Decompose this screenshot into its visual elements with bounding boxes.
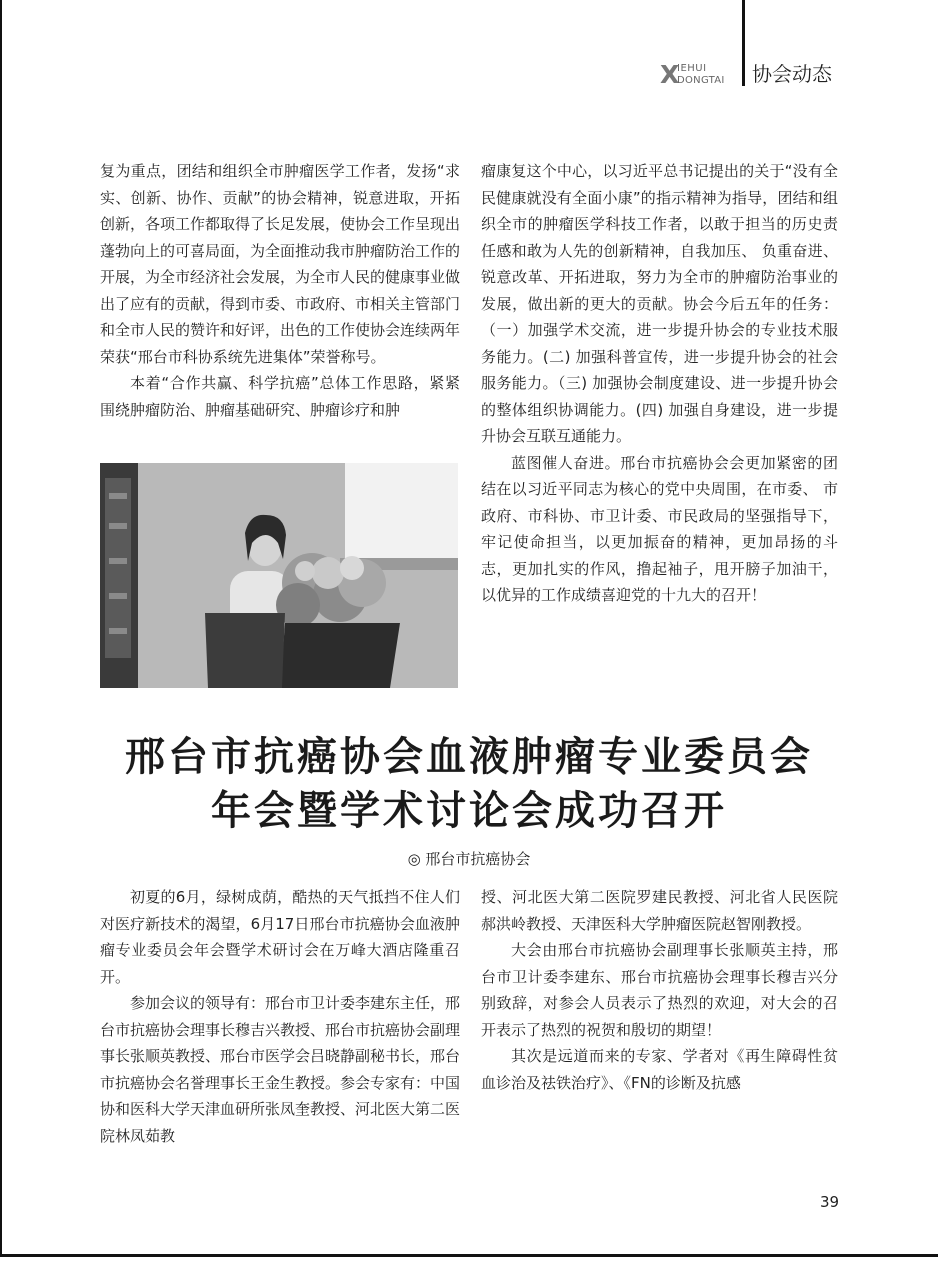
page-left-border [0, 0, 2, 1257]
page-number: 39 [820, 1193, 840, 1211]
logo-line-2: DONGTAI [677, 75, 725, 86]
header-divider [742, 0, 745, 86]
paragraph: 参加会议的领导有：邢台市卫计委李建东主任，邢台市抗癌协会理事长穆吉兴教授、邢台市抗癌协会副理事长张顺英教授、邢台市医学会吕晓静副秘书长，邢台市抗癌协会名誉理事长王金生教授。参会专家有：中国协和医科大学天津血研所张凤奎教授、河北医大第二医院林凤茹教 [100, 994, 461, 1145]
meeting-photo [100, 463, 458, 688]
paragraph: 复为重点，团结和组织全市肿瘤医学工作者，发扬“求实、创新、协作、贡献”的协会精神，锐意进取，开拓创新，各项工作都取得了长足发展，使协会工作呈现出蓬勃向上的可喜局面，为全面推动我市肿瘤防治工作的开展，为全市经济社会发展，为全市人民的健康事业做出了应有的贡献，得到市委、市政府、市相关主管部门和全市人民的赞许和好评，出色的工作使协会连续两年荣获“邢台市科协系统先进集体”荣誉称号。 [100, 162, 461, 366]
page-bottom-border [0, 1254, 938, 1257]
article-title-line-1: 邢台市抗癌协会血液肿瘤专业委员会 [125, 733, 813, 780]
bottom-left-column [100, 884, 460, 1149]
article-title-line-2: 年会暨学术讨论会成功召开 [211, 787, 727, 834]
top-right-column [481, 158, 838, 609]
bottom-right-column [481, 884, 838, 1096]
logo-line-1: IEHUI [677, 63, 707, 74]
paragraph: 瘤康复这个中心，以习近平总书记提出的关于“没有全民健康就没有全面小康”的指示精神为指导，团结和组织全市的肿瘤医学科技工作者，以敢于担当的历史责任感和敢为人先的创新精神，自我加压、 负重奋进、锐意改革、开拓进取，努力为全市的肿瘤防治事业的发展，做出新的更大的贡献。协会今后五年的任务：（一）加强学术交流，进一步提升协会的专业技术服务能力。(二) 加强科普宣传，进一步提升协会的社会服务能力。（三) 加强协会制度建设、进一步提升协会的整体组织协调能力。(四) 加强自身建设，进一步提升协会互联互通能力。 [481, 162, 838, 445]
paragraph: 蓝图催人奋进。邢台市抗癌协会会更加紧密的团结在以习近平同志为核心的党中央周围，在市委、 市政府、市科协、市卫计委、市民政局的坚强指导下，牢记使命担当，以更加振奋的精神，更加昂扬的斗志，更加扎实的作风，撸起袖子，甩开膀子加油干，以优异的工作成绩喜迎党的十九大的召开！ [481, 453, 838, 604]
top-left-column [100, 158, 460, 423]
paragraph: 其次是远道而来的专家、学者对《再生障碍性贫血诊治及祛铁治疗》、《FN的诊断及抗感 [481, 1047, 838, 1092]
logo-letter: X [660, 60, 680, 89]
paragraph: 大会由邢台市抗癌协会副理事长张顺英主持，邢台市卫计委李建东、邢台市抗癌协会理事长穆吉兴分别致辞，对参会人员表示了热烈的欢迎，对大会的召开表示了热烈的祝贺和殷切的期望！ [481, 941, 838, 1039]
section-title: 协会动态 [752, 62, 832, 86]
paragraph: 授、河北医大第二医院罗建民教授、河北省人民医院郝洪岭教授、天津医科大学肿瘤医院赵智刚教授。 [481, 888, 838, 933]
paragraph: 初夏的6月，绿树成荫，酷热的天气抵挡不住人们对医疗新技术的渴望，6月17日邢台市抗癌协会血液肿瘤专业委员会年会暨学术研讨会在万峰大酒店隆重召开。 [100, 888, 460, 986]
section-logo [660, 62, 736, 88]
paragraph: 本着“合作共赢、科学抗癌”总体工作思路，紧紧围绕肿瘤防治、肿瘤基础研究、肿瘤诊疗和肿 [100, 374, 460, 419]
article-byline: ◎ 邢台市抗癌协会 [407, 850, 531, 868]
speaker-at-podium-image [100, 463, 458, 688]
